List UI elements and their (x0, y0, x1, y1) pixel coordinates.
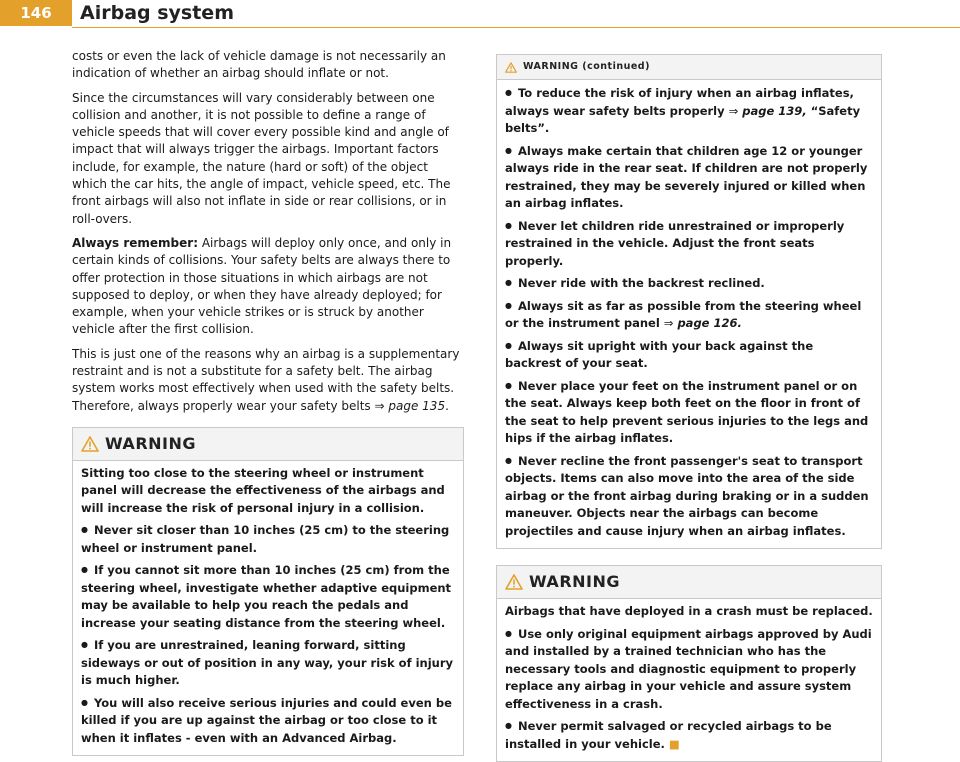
warning-title: WARNING (105, 434, 196, 454)
warning-intro: Airbags that have deployed in a crash must be replaced. (505, 604, 873, 618)
always-remember-label: Always remember: (72, 235, 199, 250)
period: . (445, 398, 449, 413)
page-reference-link[interactable]: page 135 (388, 398, 446, 413)
reference-arrow-icon: ⇒ (663, 316, 674, 330)
warning-continued-box (496, 54, 882, 549)
warning-box (72, 427, 464, 757)
warning-bullet: ● Use only original equipment airbags approved by Audi and installed by a trained technician who has the necessary tools and diagnostic equipment to properly replace any airbag in your vehicle and assure system effectiveness in a crash. (505, 625, 873, 714)
warning-title: WARNING (529, 572, 620, 592)
always-remember-paragraph (72, 235, 464, 339)
warning-bullet (505, 297, 873, 333)
always-remember-text: Airbags will deploy only once, and only in certain kinds of collisions. Your safety belts are always there to offer protection in those situations in which airbags are not supposed to deploy, or when they have already deployed; for example, when your vehicle strikes or is struck by another vehicle after the first collision. (72, 235, 452, 337)
page-reference-link[interactable]: page 139, (742, 103, 807, 118)
page-title: Airbag system (80, 2, 234, 24)
warning-bullet: ● Always sit upright with your back against the backrest of your seat. (505, 337, 873, 373)
warning-intro: Sitting too close to the steering wheel or instrument panel will decrease the effectiveness of the airbags and will increase the risk of personal injury in a collision. (81, 465, 445, 515)
warning-header (497, 566, 881, 599)
bullet-text: “Safety belts”. (505, 103, 861, 135)
warning-bullet (505, 717, 873, 753)
warning-box (496, 565, 882, 762)
reference-arrow-icon: ⇒ (728, 103, 739, 118)
warning-bullet: ● Never sit closer than 10 inches (25 cm) to the steering wheel or instrument panel. (81, 521, 455, 557)
warning-continued-header (497, 55, 881, 80)
bullet-text: Never permit salvaged or recycled airbags to be installed in your vehicle. (505, 719, 832, 751)
warning-triangle-icon (505, 62, 517, 73)
warning-bullet: ● If you are unrestrained, leaning forward, sitting sideways or out of position in any way, your risk of injury is much higher. (81, 636, 455, 690)
warning-triangle-icon (505, 574, 523, 590)
warning-bullet: ● Never let children ride unrestrained or improperly restrained in the vehicle. Adjust the front seats properly. (505, 217, 873, 271)
body-paragraph: Since the circumstances will vary considerably between one collision and another, it is not possible to define a range of vehicle speeds that will cover every possible kind and angle of impact that will always trigger the airbags. Important factors include, for example, the nature (hard or soft) of the object which the car hits, the angle of impact, vehicle speed, etc. The front airbags will also not inflate in side or rear collisions, or in roll-overs. (72, 90, 451, 226)
left-column (72, 48, 464, 756)
warning-continued-body (497, 80, 881, 548)
section-end-mark: ■ (668, 736, 680, 751)
warning-continued-title: WARNING (continued) (523, 61, 650, 73)
body-paragraph: costs or even the lack of vehicle damage is not necessarily an indication of whether an airbag should inflate or not. (72, 49, 446, 81)
page-reference-link[interactable]: page 126. (677, 316, 742, 330)
warning-bullet: ● You will also receive serious injuries and could even be killed if you are up against the airbag or too close to it when it inflates - even with an Advanced Airbag. (81, 694, 455, 748)
bullet-text: To reduce the risk of injury when an airbag inflates, always wear safety belts properly (505, 86, 854, 118)
warning-bullet: ● Never ride with the backrest reclined. (505, 274, 873, 293)
warning-bullet: ● Never recline the front passenger's seat to transport objects. Items can also move into the area of the side airbag or the front airbag during braking or in a sudden maneuver. Objects near the airbags can become projectiles and cause injury when an airbag inflates. (505, 452, 873, 541)
supplementary-text: This is just one of the reasons why an airbag is a supplementary restraint and is not a substitute for a safety belt. The airbag system works most effectively when used with the safety belts. Therefore, always properly wear your safety belts (72, 346, 460, 413)
page-number: 146 (0, 0, 72, 26)
warning-bullet (505, 84, 873, 138)
warning-body (497, 599, 881, 761)
warning-triangle-icon (81, 436, 99, 452)
warning-header (73, 428, 463, 461)
right-column (496, 54, 882, 762)
warning-bullet: ● If you cannot sit more than 10 inches (25 cm) from the steering wheel, investigate whether adaptive equipment may be available to help you reach the pedals and increase your seating distance from the steering wheel. (81, 561, 455, 632)
header-rule (72, 27, 960, 28)
warning-bullet: ● Always make certain that children age 12 or younger always ride in the rear seat. If children are not properly restrained, they may be severely injured or killed when an airbag inflates. (505, 142, 873, 213)
warning-body (73, 461, 463, 756)
supplementary-paragraph (72, 346, 464, 415)
bullet-text: Always sit as far as possible from the steering wheel or the instrument panel (505, 298, 862, 330)
reference-arrow-icon: ⇒ (374, 398, 385, 413)
warning-bullet: ● Never place your feet on the instrument panel or on the seat. Always keep both feet on the floor in front of the seat to help prevent serious injuries to the legs and hips if the airbag inflates. (505, 377, 873, 448)
